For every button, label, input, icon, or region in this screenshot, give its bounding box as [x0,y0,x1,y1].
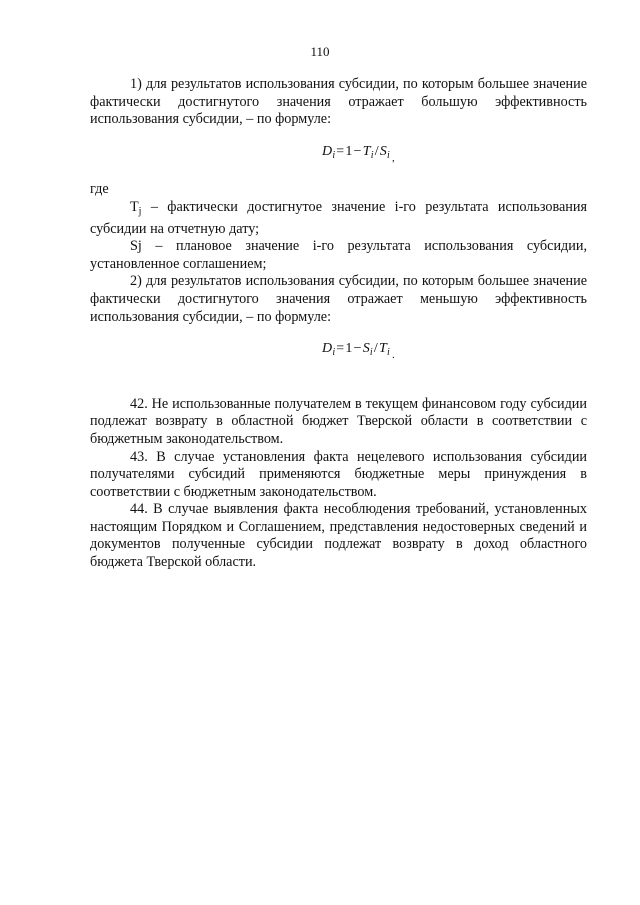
spacer [90,379,587,396]
formula-1-trail: , [391,151,395,164]
formula-2-lhs-sub: i [332,347,336,359]
formula-1-slash: / [374,143,379,159]
formula-1-equals: = [336,143,345,159]
paragraph-44: 44. В случае выявления факта несоблюдения требований, установленных настоящим Порядком и Соглашением, представления недостоверных сведений и документов полученные субсидии подлежат возврату в доход областного бюджета Тверской области. [90,501,587,571]
paragraph-42: 42. Не использованные получателем в текущем финансовом году субсидии подлежат возврату в областной бюджет Тверской области в соответствии с бюджетным законодательством. [90,395,587,447]
paragraph-rule-1: 1) для результатов использования субсидии, по которым большее значение фактически достигнутого значения отражает большую эффективность использования субсидии, – по формуле: [90,76,587,128]
formula-2-den-sub: i [387,347,390,359]
formula-2-den: T [379,341,387,357]
formula-2-one: 1 [345,341,353,357]
formula-1-den: S [379,143,387,159]
formula-2-trail: . [391,349,395,362]
formula-2-lhs: D [322,341,333,357]
formula-2-minus: − [353,341,362,357]
paragraph-43: 43. В случае установления факта нецелевого использования субсидии получателями субсидий применяются бюджетные меры принуждения в соответствии с бюджетным законодательством. [90,448,587,500]
formula-2-num: S [362,341,370,357]
formula-2-equals: = [336,341,345,357]
where-label: где [90,181,109,198]
document-body [90,76,587,572]
definition-t-text: – фактически достигнутое значение i-го результата использования субсидии на отчетную дату; [90,198,587,237]
formula-1-num: T [362,143,371,159]
formula-1-lhs: D [322,143,333,159]
formula-1-den-sub: i [387,149,390,161]
definition-t [90,199,587,238]
formula-2 [90,340,587,365]
definition-t-letter: T [130,198,139,215]
definition-t-sub: j [138,205,142,217]
formula-1 [90,143,587,168]
formula-2-slash: / [373,341,378,357]
page-number: 110 [310,44,330,59]
definition-s: Sj – плановое значение i-го результата использования субсидии, установленное соглашением; [90,238,587,272]
formula-1-minus: − [353,143,362,159]
formula-1-one: 1 [345,143,353,159]
formula-1-num-sub: i [370,149,374,161]
formula-2-num-sub: i [369,347,373,359]
paragraph-rule-2: 2) для результатов использования субсидии, по которым большее значение фактически достигнутого значения отражает меньшую эффективность использования субсидии, – по формуле: [90,273,587,325]
formula-1-lhs-sub: i [332,149,336,161]
